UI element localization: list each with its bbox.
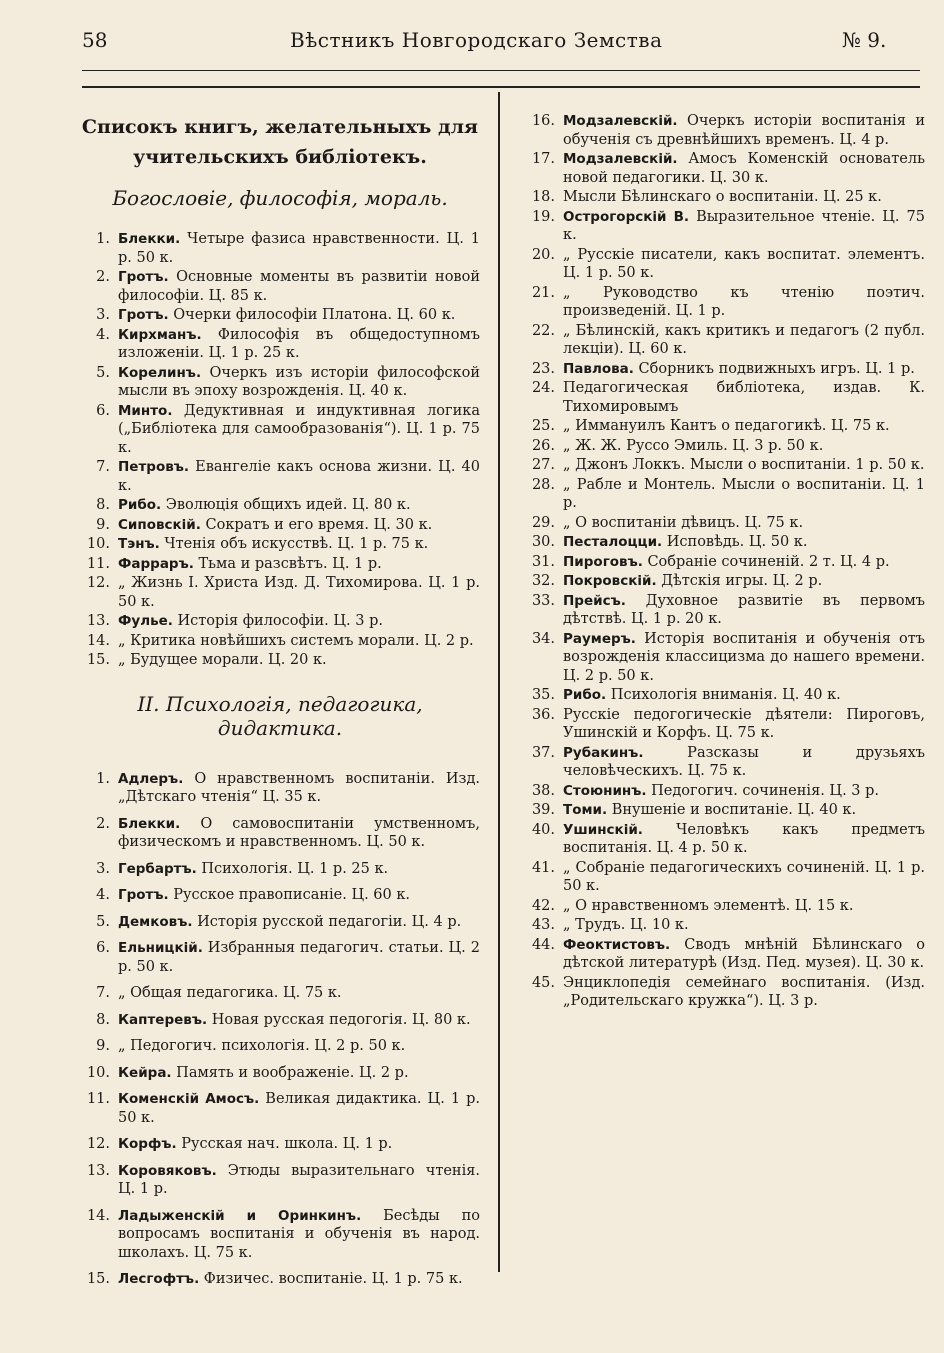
item-title: Психологія. Ц. 1 р. 25 к.	[196, 860, 389, 877]
item-text	[563, 572, 925, 591]
list-item	[80, 770, 480, 807]
item-author: Коменскій Амосъ.	[118, 1091, 260, 1107]
item-title: „ Рабле и Монтель. Мысли о воспитаніи. Ц. 1 р.	[563, 476, 925, 511]
item-title: Исторія воспитанія и обученія отъ возрожденія классицизма до нашего времени. Ц. 2 р. 50 к.	[563, 630, 925, 684]
item-title: „ Трудъ. Ц. 10 к.	[563, 917, 689, 933]
list-item	[80, 326, 480, 363]
item-author: Гротъ.	[118, 887, 169, 903]
list-item	[80, 612, 480, 631]
list-item	[80, 1037, 480, 1056]
item-number: 23.	[531, 360, 555, 377]
item-text	[118, 1011, 480, 1030]
item-title: „ Ж. Ж. Руссо Эмиль. Ц. 3 р. 50 к.	[563, 437, 824, 454]
item-number: 8.	[96, 1011, 110, 1028]
list-title-line2: учительскихъ библіотекъ.	[133, 146, 427, 168]
item-text	[118, 770, 480, 807]
item-title: Разсказы и друзьяхъ человѣческихъ. Ц. 75 к.	[563, 744, 925, 779]
item-text	[118, 516, 480, 535]
issue-number: № 9.	[842, 28, 887, 52]
item-text	[563, 360, 925, 379]
item-text	[563, 859, 925, 896]
item-text	[118, 815, 480, 852]
item-text	[118, 1064, 480, 1083]
item-number: 45.	[531, 974, 555, 991]
item-number: 14.	[86, 632, 110, 649]
column-divider	[498, 92, 500, 1272]
list-item	[80, 1207, 480, 1263]
item-number: 13.	[86, 1162, 110, 1179]
item-author: Блекки.	[118, 231, 181, 247]
item-title: Выразительное чтеніе. Ц. 75 к.	[563, 208, 925, 243]
item-number: 15.	[86, 652, 110, 668]
item-author: Каптеревъ.	[118, 1011, 208, 1028]
item-author: Фарраръ.	[118, 555, 194, 572]
item-number: 32.	[531, 573, 555, 589]
item-text	[118, 886, 480, 905]
item-author: Блекки.	[118, 815, 181, 832]
item-number: 27.	[531, 457, 555, 473]
item-text	[118, 612, 480, 631]
item-author: Модзалевскій.	[563, 151, 678, 167]
list-item	[80, 632, 480, 651]
item-number: 11.	[86, 555, 110, 572]
list-item	[525, 592, 925, 629]
item-text	[118, 939, 480, 976]
list-item	[80, 651, 480, 670]
item-text	[118, 306, 480, 325]
item-title: Избранныя педагогич. статьи. Ц. 2 р. 50 к.	[118, 940, 480, 975]
item-title: Великая дидактика. Ц. 1 р. 50 к.	[118, 1091, 480, 1126]
item-number: 11.	[86, 1091, 110, 1107]
item-author: Гербартъ.	[118, 860, 197, 877]
list-item	[80, 939, 480, 976]
item-number: 14.	[86, 1207, 110, 1224]
item-number: 24.	[531, 380, 555, 396]
section-heading-philosophy: Богословіе, философія, мораль.	[112, 186, 448, 210]
item-title: „ Джонъ Локкъ. Мысли о воспитаніи. 1 р. 50 к.	[563, 457, 925, 473]
list-item	[525, 859, 925, 896]
item-author: Ладыженскій и Оринкинъ.	[118, 1207, 362, 1224]
list-item	[525, 246, 925, 283]
item-title: Очерки философіи Платона. Ц. 60 к.	[168, 307, 456, 323]
item-title: Эволюція общихъ идей. Ц. 80 к.	[161, 497, 411, 513]
list-item	[525, 897, 925, 916]
item-author: Сиповскій.	[118, 516, 201, 533]
item-number: 20.	[531, 246, 555, 263]
item-author: Адлеръ.	[118, 770, 184, 787]
list-item	[80, 1011, 480, 1030]
list-item	[525, 208, 925, 245]
book-list-philosophy	[80, 230, 480, 670]
item-title: „ Педогогич. психологія. Ц. 2 р. 50 к.	[118, 1038, 406, 1054]
item-title: Дедуктивная и индуктивная логика („Библіотека для самообразованія“). Ц. 1 р. 75 к.	[118, 402, 480, 456]
item-text	[118, 268, 480, 305]
item-text	[118, 651, 480, 670]
list-item	[80, 1135, 480, 1154]
list-item	[80, 230, 480, 267]
item-number: 6.	[96, 940, 110, 956]
item-title: Тьма и разсвѣтъ. Ц. 1 р.	[193, 555, 382, 572]
item-text	[563, 284, 925, 321]
item-title: Исповѣдь. Ц. 50 к.	[662, 534, 808, 550]
item-title: „ Критика новѣйшихъ системъ морали. Ц. 2 р.	[118, 632, 474, 649]
item-number: 33.	[531, 592, 555, 609]
item-text	[118, 984, 480, 1003]
list-item	[80, 886, 480, 905]
item-number: 5.	[96, 913, 110, 930]
item-text	[118, 364, 480, 401]
item-title: „ Бѣлинскій, какъ критикъ и педагогъ (2 публ. лекціи). Ц. 60 к.	[563, 322, 925, 357]
item-number: 38.	[531, 782, 555, 799]
item-number: 19.	[531, 208, 555, 225]
section-heading-pedagogy: II. Психологія, педагогика, дидактика.	[137, 691, 423, 740]
item-number: 42.	[531, 897, 555, 914]
item-number: 39.	[531, 802, 555, 818]
item-number: 9.	[96, 1038, 110, 1054]
item-text	[563, 974, 925, 1011]
list-item	[525, 112, 925, 149]
item-author: Кирхманъ.	[118, 326, 202, 343]
list-item	[525, 916, 925, 935]
item-title: Исторія философіи. Ц. 3 р.	[172, 613, 383, 629]
item-number: 1.	[96, 770, 110, 787]
item-number: 10.	[86, 536, 110, 552]
list-item	[80, 306, 480, 325]
item-author: Гротъ.	[118, 269, 169, 285]
list-item	[80, 496, 480, 515]
list-item	[525, 437, 925, 456]
item-text	[563, 456, 925, 475]
item-author: Фулье.	[118, 613, 173, 629]
item-number: 12.	[86, 1136, 110, 1152]
item-number: 8.	[96, 497, 110, 513]
item-title: Чтенія объ искусствѣ. Ц. 1 р. 75 к.	[159, 536, 429, 552]
item-author: Лесгофтъ.	[118, 1271, 200, 1287]
item-author: Ельницкій.	[118, 940, 203, 956]
list-item	[80, 516, 480, 535]
item-number: 30.	[531, 534, 555, 550]
item-text	[563, 744, 925, 781]
item-title: Мысли Бѣлинскаго о воспитаніи. Ц. 25 к.	[563, 189, 882, 205]
item-title: Сводъ мнѣній Бѣлинскаго о дѣтской литературѣ (Изд. Пед. музея). Ц. 30 к.	[563, 936, 925, 971]
item-title: Педагогическая библіотека, издав. К. Тихомировымъ	[563, 380, 925, 415]
list-item	[80, 1162, 480, 1199]
item-title: О нравственномъ воспитаніи. Изд. „Дѣтскаго чтенія“ Ц. 35 к.	[118, 770, 480, 805]
item-title: „ Руководство къ чтенію поэтич. произведеній. Ц. 1 р.	[563, 284, 925, 319]
list-item	[80, 364, 480, 401]
item-text	[118, 1090, 480, 1127]
list-item	[525, 360, 925, 379]
item-text	[118, 1037, 480, 1056]
list-item	[525, 686, 925, 705]
item-author: Кейра.	[118, 1064, 172, 1081]
list-item	[80, 268, 480, 305]
item-number: 34.	[531, 630, 555, 647]
list-item	[80, 1064, 480, 1083]
item-title: Очеркъ изъ исторіи философской мысли въ эпоху возрожденія. Ц. 40 к.	[118, 364, 480, 399]
item-title: Человѣкъ какъ предметъ воспитанія. Ц. 4 р. 50 к.	[563, 821, 925, 856]
list-item	[525, 322, 925, 359]
item-number: 2.	[96, 815, 110, 832]
item-number: 1.	[96, 231, 110, 247]
item-text	[563, 936, 925, 973]
list-item	[80, 1270, 480, 1289]
item-title: Исторія русской педагогіи. Ц. 4 р.	[192, 913, 462, 930]
item-number: 40.	[531, 821, 555, 838]
list-item	[525, 744, 925, 781]
item-title: „ Будущее морали. Ц. 20 к.	[118, 652, 327, 668]
item-text	[563, 821, 925, 858]
item-text	[118, 555, 480, 574]
book-list-pedagogy-continued	[525, 112, 925, 1011]
item-text	[563, 686, 925, 705]
item-text	[563, 150, 925, 187]
item-title: „ Общая педагогика. Ц. 75 к.	[118, 985, 342, 1001]
item-number: 16.	[531, 113, 555, 129]
list-item	[525, 188, 925, 207]
list-item	[80, 860, 480, 879]
item-title: Физичес. воспитаніе. Ц. 1 р. 75 к.	[199, 1271, 463, 1287]
left-column	[80, 112, 480, 1297]
item-number: 3.	[96, 307, 110, 323]
item-text	[563, 782, 925, 801]
item-number: 4.	[96, 326, 110, 343]
right-column	[525, 112, 925, 1012]
item-author: Тэнъ.	[118, 536, 160, 552]
item-text	[118, 326, 480, 363]
item-text	[118, 1162, 480, 1199]
item-author: Томи.	[563, 802, 608, 818]
item-title: „ Русскіе писатели, какъ воспитат. элементъ. Ц. 1 р. 50 к.	[563, 246, 925, 281]
list-item	[525, 476, 925, 513]
item-text	[563, 801, 925, 820]
item-title: Педогогич. сочиненія. Ц. 3 р.	[646, 782, 880, 799]
item-text	[563, 379, 925, 416]
item-number: 17.	[531, 151, 555, 167]
list-item	[80, 913, 480, 932]
item-title: Энциклопедія семейнаго воспитанія. (Изд. „Родительскаго кружка“). Ц. 3 р.	[563, 974, 925, 1009]
item-title: Собраніе сочиненій. 2 т. Ц. 4 р.	[642, 553, 890, 570]
item-title: Сократъ и его время. Ц. 30 к.	[200, 516, 433, 533]
item-number: 28.	[531, 476, 555, 493]
item-title: Основные моменты въ развитіи новой философіи. Ц. 85 к.	[118, 269, 480, 304]
item-author: Прейсъ.	[563, 592, 626, 609]
item-text	[563, 533, 925, 552]
list-item	[525, 936, 925, 973]
item-author: Острогорскій В.	[563, 208, 690, 225]
item-title: Русское правописаніе. Ц. 60 к.	[168, 887, 411, 903]
item-title: „ Собраніе педагогическихъ сочиненій. Ц. 1 р. 50 к.	[563, 859, 925, 894]
item-text	[118, 1207, 480, 1263]
item-title: Русская нач. школа. Ц. 1 р.	[176, 1136, 393, 1152]
item-text	[563, 592, 925, 629]
item-number: 18.	[531, 189, 555, 205]
item-title: „ О воспитаніи дѣвицъ. Ц. 75 к.	[563, 514, 804, 531]
item-author: Раумеръ.	[563, 630, 636, 647]
item-title: Новая русская педогогія. Ц. 80 к.	[207, 1011, 471, 1028]
item-author: Павлова.	[563, 360, 634, 377]
item-text	[563, 630, 925, 686]
list-item	[525, 706, 925, 743]
list-item	[525, 572, 925, 591]
item-title: Психологія вниманія. Ц. 40 к.	[606, 687, 841, 703]
list-item	[525, 150, 925, 187]
item-text	[118, 1270, 480, 1289]
item-title: Бесѣды по вопросамъ воспитанія и обученія въ народ. школахъ. Ц. 75 к.	[118, 1207, 480, 1261]
item-title: Русскіе педогогическіе дѣятели: Пироговъ, Ушинскій и Корфъ. Ц. 75 к.	[563, 706, 925, 741]
item-title: „ О нравственномъ элементѣ. Ц. 15 к.	[563, 897, 854, 914]
item-text	[563, 322, 925, 359]
item-author: Феоктистовъ.	[563, 936, 671, 953]
item-text	[563, 246, 925, 283]
list-item	[80, 984, 480, 1003]
list-item	[525, 821, 925, 858]
item-number: 5.	[96, 364, 110, 381]
item-number: 10.	[86, 1064, 110, 1081]
item-title: Память и воображеніе. Ц. 2 р.	[171, 1064, 409, 1081]
item-text	[563, 706, 925, 743]
item-title: Этюды выразительнаго чтенія. Ц. 1 р.	[118, 1162, 480, 1197]
item-author: Корелинъ.	[118, 364, 202, 381]
item-number: 7.	[96, 985, 110, 1001]
item-author: Минто.	[118, 402, 173, 419]
header-rule	[82, 70, 920, 71]
list-item	[80, 535, 480, 554]
item-title: Духовное развитіе въ первомъ дѣтствѣ. Ц. 1 р. 20 к.	[563, 592, 925, 627]
item-title: Амосъ Коменскій основатель новой педагогики. Ц. 30 к.	[563, 151, 925, 186]
book-list-pedagogy	[80, 770, 480, 1289]
item-text	[563, 208, 925, 245]
item-number: 3.	[96, 860, 110, 877]
item-title: „ Иммануилъ Кантъ о педагогикѣ. Ц. 75 к.	[563, 418, 890, 434]
item-title: Философія въ общедоступномъ изложеніи. Ц. 1 р. 25 к.	[118, 326, 480, 361]
item-text	[563, 553, 925, 572]
item-author: Коровяковъ.	[118, 1162, 217, 1179]
item-author: Покровскій.	[563, 573, 657, 589]
list-item	[525, 801, 925, 820]
item-text	[118, 574, 480, 611]
item-number: 6.	[96, 402, 110, 419]
item-number: 31.	[531, 553, 555, 570]
item-number: 35.	[531, 687, 555, 703]
list-title	[80, 112, 480, 172]
list-item	[80, 555, 480, 574]
list-item	[525, 630, 925, 686]
list-item	[80, 458, 480, 495]
page-header	[0, 0, 944, 60]
item-author: Рубакинъ.	[563, 744, 644, 761]
item-number: 25.	[531, 418, 555, 434]
item-number: 43.	[531, 917, 555, 933]
list-item	[525, 553, 925, 572]
header-rule-thick	[82, 86, 920, 88]
item-author: Песталоцци.	[563, 534, 663, 550]
item-text	[563, 417, 925, 436]
item-title: Внушеніе и воспитаніе. Ц. 40 к.	[607, 802, 857, 818]
item-number: 36.	[531, 706, 555, 723]
item-text	[118, 230, 480, 267]
item-number: 9.	[96, 516, 110, 533]
item-number: 15.	[86, 1271, 110, 1287]
list-item	[525, 379, 925, 416]
item-author: Стоюнинъ.	[563, 782, 647, 799]
item-title: Сборникъ подвижныхъ игръ. Ц. 1 р.	[633, 360, 915, 377]
item-text	[563, 112, 925, 149]
list-item	[525, 417, 925, 436]
item-author: Рибо.	[563, 687, 607, 703]
item-author: Петровъ.	[118, 459, 190, 475]
item-number: 7.	[96, 459, 110, 475]
item-number: 4.	[96, 887, 110, 903]
item-author: Пироговъ.	[563, 553, 643, 570]
item-number: 2.	[96, 269, 110, 285]
item-title: „ Жизнь І. Христа Изд. Д. Тихомирова. Ц. 1 р. 50 к.	[118, 575, 480, 610]
item-number: 29.	[531, 514, 555, 531]
list-item	[525, 456, 925, 475]
item-text	[563, 514, 925, 533]
item-text	[118, 860, 480, 879]
list-item	[525, 782, 925, 801]
item-number: 26.	[531, 437, 555, 454]
item-text	[118, 632, 480, 651]
item-title: Евангеліе какъ основа жизни. Ц. 40 к.	[118, 459, 480, 494]
item-author: Корфъ.	[118, 1136, 177, 1152]
item-text	[563, 476, 925, 513]
item-number: 12.	[86, 575, 110, 591]
item-text	[118, 913, 480, 932]
item-number: 41.	[531, 859, 555, 876]
item-author: Гротъ.	[118, 307, 169, 323]
item-text	[563, 916, 925, 935]
item-number: 21.	[531, 284, 555, 301]
list-item	[80, 574, 480, 611]
list-item	[80, 815, 480, 852]
item-text	[118, 535, 480, 554]
running-title: Вѣстникъ Новгородскаго Земства	[290, 28, 663, 52]
item-text	[118, 496, 480, 515]
item-text	[563, 897, 925, 916]
item-author: Ушинскій.	[563, 821, 643, 838]
item-text	[118, 1135, 480, 1154]
item-title: Очеркъ исторіи воспитанія и обученія съ древнѣйшихъ временъ. Ц. 4 р.	[563, 113, 925, 148]
list-item	[80, 1090, 480, 1127]
list-title-line1: Списокъ книгъ, желательныхъ для	[81, 116, 479, 138]
page-number: 58	[82, 28, 108, 52]
list-item	[525, 514, 925, 533]
list-item	[525, 284, 925, 321]
item-title: Четыре фазиса нравственности. Ц. 1 р. 50 к.	[118, 231, 480, 266]
item-text	[563, 437, 925, 456]
item-title: О самовоспитаніи умственномъ, физическомъ и нравственномъ. Ц. 50 к.	[118, 815, 480, 850]
list-item	[80, 402, 480, 458]
item-number: 37.	[531, 744, 555, 761]
item-author: Модзалевскій.	[563, 113, 678, 129]
item-author: Демковъ.	[118, 913, 193, 930]
item-number: 13.	[86, 613, 110, 629]
item-text	[563, 188, 925, 207]
item-number: 44.	[531, 936, 555, 953]
item-title: Дѣтскія игры. Ц. 2 р.	[656, 573, 823, 589]
item-text	[118, 458, 480, 495]
item-number: 22.	[531, 322, 555, 339]
list-item	[525, 533, 925, 552]
item-text	[118, 402, 480, 458]
item-author: Рибо.	[118, 497, 162, 513]
list-item	[525, 974, 925, 1011]
